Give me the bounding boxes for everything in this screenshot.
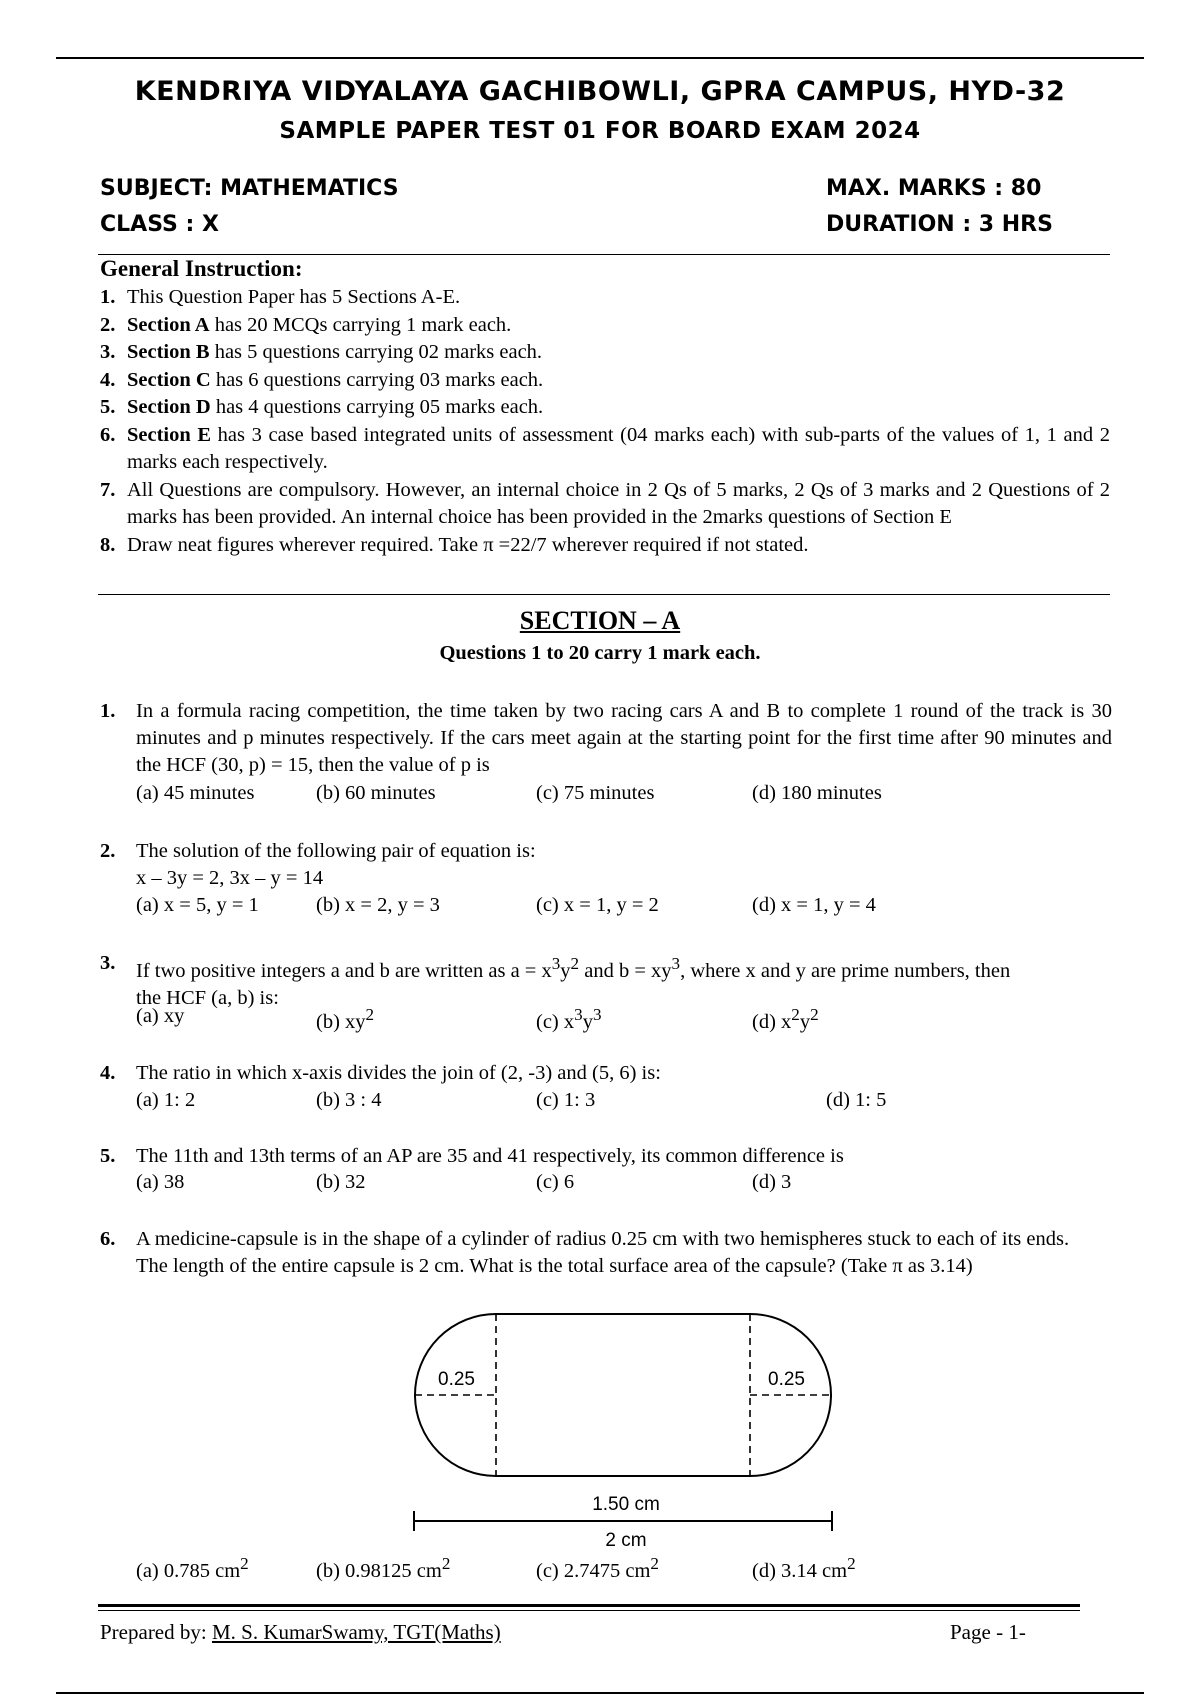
option-d: (d) 180 minutes: [752, 782, 882, 804]
paper-title: SAMPLE PAPER TEST 01 FOR BOARD EXAM 2024: [279, 118, 921, 144]
question-text: The 11th and 13th terms of an AP are 35 and 41 respectively, its common difference is: [136, 1145, 844, 1167]
duration-label: DURATION : 3 HRS: [826, 212, 1053, 237]
option-c: (c) 2.7475 $cm^2$: [536, 1554, 659, 1582]
question-6: 6. A medicine-capsule is in the shape of a cylinder of radius 0.25 cm with two hemispheres stuck to each of its ends. The length of the entire capsule is 2 cm. What is the total surface area of the capsule? (Take π as 3.14): [100, 1226, 1112, 1280]
option-c: (c) 75 minutes: [536, 782, 655, 804]
instructions-list: [100, 284, 1110, 559]
question-text: The ratio in which x-axis divides the join of (2, -3) and (5, 6) is:: [136, 1062, 661, 1084]
footer-rule-thin: [98, 1610, 1080, 1611]
left-radius-label: 0.25: [438, 1369, 475, 1390]
option-a: (a) 45 minutes: [136, 782, 255, 804]
option-a: (a) 0.785 $cm^2$: [136, 1554, 249, 1582]
option-c: (c) 6: [536, 1171, 575, 1193]
instruction-item: 3. Section B has 5 questions carrying 02 marks each.: [100, 341, 543, 363]
option-d: (d) 1: 5: [826, 1089, 887, 1111]
instruction-item: 8. Draw neat figures wherever required. Take π =22/7 wherever required if not stated.: [100, 533, 809, 556]
footer-rule-thick: [98, 1604, 1080, 1607]
instruction-item: 6. Section E has 3 case based integrated units of assessment (04 marks each) with sub-parts of the values of 1, 1 and 2 marks each respectively.: [100, 423, 1110, 473]
top-rule: [56, 57, 1144, 59]
option-b: (b) 0.98125 $cm^2$: [316, 1554, 451, 1582]
question-text: In a formula racing competition, the time taken by two racing cars A and B to complete 1 round of the track is 30 minutes and p minutes respectively. If the cars meet again at the starting point for the first time after 90 minutes and the HCF (30, p) = 15, then the value of p is: [136, 700, 1112, 776]
right-radius-label: 0.25: [768, 1369, 805, 1390]
total-length-label: 2 cm: [605, 1530, 647, 1551]
question-text: If two positive integers a and b are written as $a = x^3y^2$ and $b = xy^3$, where x and y are prime numbers, then the HCF (a, b) is:: [136, 954, 1011, 1009]
bottom-rule: [56, 1692, 1144, 1694]
instructions-divider: [98, 594, 1110, 595]
option-a: (a) x = 5, y = 1: [136, 894, 259, 916]
option-b: (b) $xy^2$: [316, 1005, 375, 1033]
option-d: (d) x = 1, y = 4: [752, 894, 876, 916]
option-b: (b) 3 : 4: [316, 1089, 382, 1111]
instruction-item: 4. Section C has 6 questions carrying 03 marks each.: [100, 368, 544, 391]
page-number: Page - 1-: [950, 1620, 1026, 1644]
school-name: KENDRIYA VIDYALAYA GACHIBOWLI, GPRA CAMPUS, HYD-32: [134, 76, 1066, 107]
question-3: 3. If two positive integers a and b are written as $a = x^3y^2$ and $b = xy^3$, where x and y are prime numbers, then the HCF (a, b) is:: [100, 950, 1112, 1012]
class-label: CLASS : X: [100, 212, 219, 237]
question-equation: x – 3y = 2, 3x – y = 14: [136, 867, 324, 889]
instruction-item: 2. Section A has 20 MCQs carrying 1 mark each.: [100, 313, 512, 336]
option-a: (a) 38: [136, 1171, 185, 1193]
section-subtitle: Questions 1 to 20 carry 1 mark each.: [439, 642, 761, 664]
question-5: 5. The 11th and 13th terms of an AP are 35 and 41 respectively, its common difference is: [100, 1143, 1112, 1170]
option-a: (a) 1: 2: [136, 1089, 196, 1111]
option-d: (d) 3.14 $cm^2$: [752, 1554, 856, 1582]
option-c: (c) x = 1, y = 2: [536, 894, 659, 916]
instruction-item: 5. Section D has 4 questions carrying 05 marks each.: [100, 396, 544, 418]
instructions-title: General Instruction:: [100, 256, 303, 281]
question-1: 1. In a formula racing competition, the time taken by two racing cars A and B to complete 1 round of the track is 30 minutes and p minutes respectively. If the cars meet again at the starting point for the first time after 90 minutes and the HCF (30, p) = 15, then the value of p is: [100, 698, 1112, 779]
option-b: (b) 32: [316, 1171, 366, 1193]
subject-label: SUBJECT: MATHEMATICS: [100, 176, 399, 201]
max-marks-label: MAX. MARKS : 80: [826, 176, 1042, 201]
instruction-item: 1. This Question Paper has 5 Sections A-E.: [100, 286, 461, 308]
prepared-by: Prepared by: M. S. KumarSwamy, TGT(Maths): [100, 1620, 501, 1644]
option-b: (b) 60 minutes: [316, 782, 436, 804]
option-d: (d) 3: [752, 1171, 792, 1193]
capsule-figure: [400, 1306, 850, 1554]
option-a: (a) xy: [136, 1005, 185, 1027]
question-text: The solution of the following pair of equation is:: [136, 840, 536, 862]
option-c: (c) 1: 3: [536, 1089, 596, 1111]
section-title: SECTION – A: [519, 606, 681, 635]
question-2: 2. The solution of the following pair of equation is: x – 3y = 2, 3x – y = 14: [100, 838, 1112, 892]
option-c: (c) $x^3y^3$: [536, 1005, 602, 1033]
option-d: (d) $x^2y^2$: [752, 1005, 819, 1033]
instruction-item: 7. All Questions are compulsory. However, an internal choice in 2 Qs of 5 marks, 2 Qs of 3 marks and 2 Questions of 2 marks has been provided. An internal choice has been provided in the 2marks questions of Section E: [100, 478, 1110, 528]
option-b: (b) x = 2, y = 3: [316, 894, 440, 916]
question-text: A medicine-capsule is in the shape of a cylinder of radius 0.25 cm with two hemispheres stuck to each of its ends. The length of the entire capsule is 2 cm. What is the total surface area of the capsule? (Take π as 3.14): [136, 1228, 1070, 1277]
header-divider: [98, 254, 1110, 255]
middle-length-label: 1.50 cm: [592, 1494, 660, 1515]
question-4: 4. The ratio in which x-axis divides the join of (2, -3) and (5, 6) is:: [100, 1060, 1112, 1087]
